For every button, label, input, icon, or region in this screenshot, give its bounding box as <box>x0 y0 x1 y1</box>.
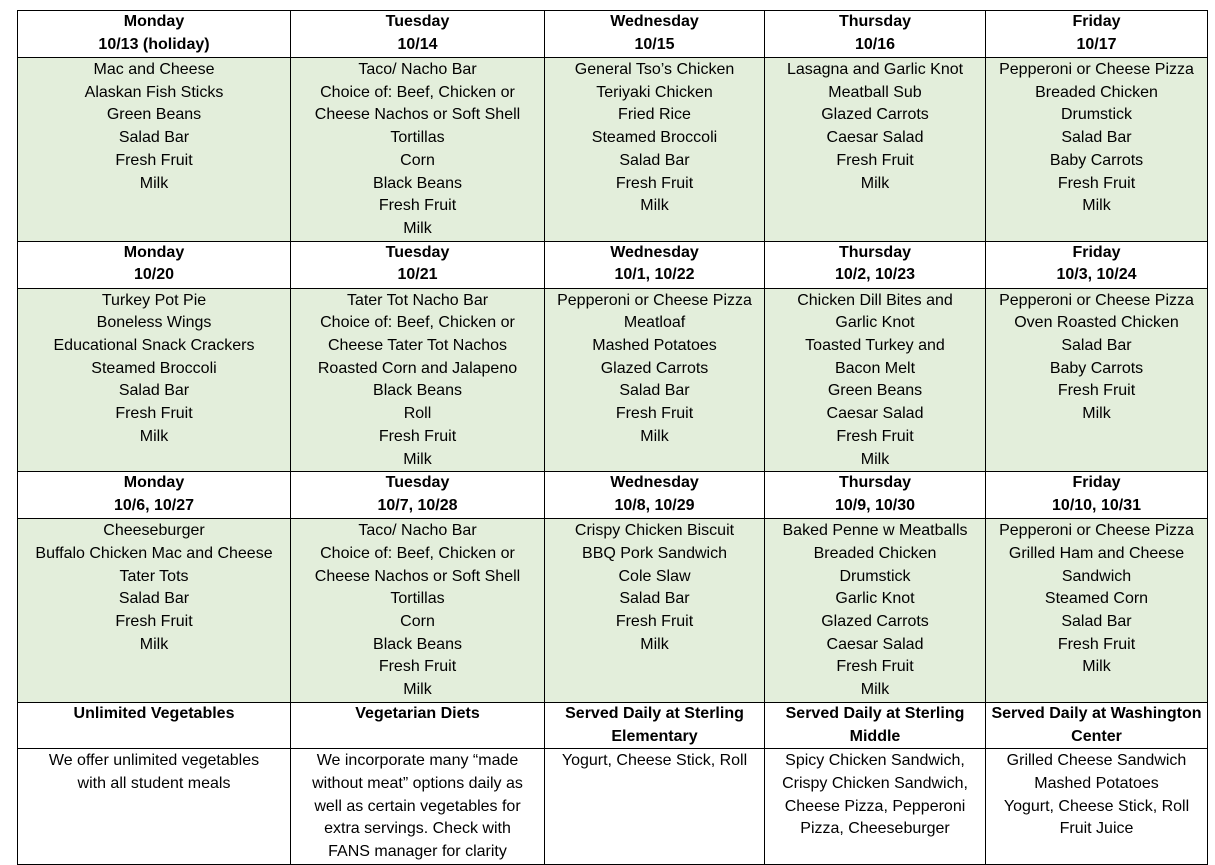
menu-cell-monday <box>18 58 291 242</box>
week-3-menu-row <box>18 519 1208 703</box>
menu-item: General Tso’s Chicken <box>574 61 735 78</box>
menu-item: Fresh Fruit <box>378 427 457 445</box>
menu-item: Milk <box>640 427 669 445</box>
info-header-row <box>18 702 1208 748</box>
menu-item: Black Beans <box>373 635 462 653</box>
menu-item: Pepperoni or Cheese Pizza <box>999 291 1194 309</box>
day-name: Thursday <box>838 13 911 30</box>
info-body-line: Crispy Chicken Sandwich, <box>782 774 968 792</box>
day-header-thursday <box>765 241 986 288</box>
day-name: Tuesday <box>385 13 450 30</box>
day-date: 10/16 <box>854 35 896 53</box>
menu-item: Salad Bar <box>118 590 190 608</box>
menu-item: Baked Penne w Meatballs <box>782 522 968 540</box>
menu-cell-friday <box>986 288 1208 472</box>
info-body-line: Yogurt, Cheese Stick, Roll <box>561 752 748 770</box>
info-body-row <box>18 749 1208 865</box>
menu-cell-tuesday <box>291 288 545 472</box>
info-body-line: without meat” options daily as <box>312 774 523 792</box>
menu-item: Salad Bar <box>619 590 690 608</box>
menu-cell-thursday <box>765 58 986 242</box>
day-date: 10/17 <box>1076 35 1117 53</box>
menu-item: Milk <box>860 174 890 192</box>
menu-item: Caesar Salad <box>826 129 924 147</box>
day-name: Monday <box>123 243 185 261</box>
day-header-monday <box>18 241 291 288</box>
menu-item: Baby Carrots <box>1049 151 1144 169</box>
day-header-monday <box>18 472 291 519</box>
day-date: 10/21 <box>397 266 438 284</box>
day-header-friday <box>986 11 1208 58</box>
menu-item: Fresh Fruit <box>615 613 694 631</box>
day-name: Wednesday <box>610 474 699 492</box>
menu-item: Breaded Chicken <box>813 544 937 562</box>
info-body-line: Yogurt, Cheese Stick, Roll <box>1003 797 1190 815</box>
menu-item: Taco/ Nacho Bar <box>358 522 477 540</box>
menu-item: Steamed Broccoli <box>591 129 718 147</box>
info-body-line: Spicy Chicken Sandwich, <box>785 752 965 770</box>
menu-item: Fresh Fruit <box>1057 382 1136 400</box>
info-body-line: with all student meals <box>77 774 231 792</box>
menu-item: Fresh Fruit <box>615 405 694 423</box>
menu-item: Corn <box>400 613 435 631</box>
day-header-tuesday <box>291 472 545 519</box>
menu-item: Corn <box>400 151 435 169</box>
menu-item: Choice of: Beef, Chicken or <box>320 83 515 101</box>
menu-item: Teriyaki Chicken <box>596 83 713 101</box>
menu-body <box>18 11 1208 865</box>
menu-cell-thursday <box>765 288 986 472</box>
day-name: Monday <box>123 13 185 30</box>
menu-item: Pepperoni or Cheese Pizza <box>557 291 752 309</box>
menu-item: Black Beans <box>373 382 462 400</box>
menu-item: Tater Tots <box>119 567 189 585</box>
menu-item: Glazed Carrots <box>821 613 929 631</box>
info-body-line: Grilled Cheese Sandwich <box>1006 752 1187 770</box>
menu-item: Sandwich <box>1061 567 1132 585</box>
menu-item: Meatloaf <box>623 314 686 332</box>
menu-cell-tuesday <box>291 519 545 703</box>
week-1-menu-row <box>18 58 1208 242</box>
day-name: Monday <box>123 474 185 492</box>
menu-item: Garlic Knot <box>835 314 915 332</box>
info-header-cell <box>18 702 291 748</box>
info-body-cell <box>18 749 291 865</box>
day-name: Wednesday <box>610 13 699 30</box>
menu-cell-monday <box>18 288 291 472</box>
day-header-thursday <box>765 11 986 58</box>
info-body-line: extra servings. Check with <box>324 820 511 838</box>
info-body-line: FANS manager for clarity <box>328 843 507 861</box>
menu-item: Tortillas <box>390 590 445 608</box>
menu-item: Mac and Cheese <box>93 61 215 78</box>
menu-item: Caesar Salad <box>826 635 924 653</box>
info-body-line: Mashed Potatoes <box>1034 774 1159 792</box>
menu-item: Cheese Nachos or Soft Shell <box>314 567 521 585</box>
menu-item: Chicken Dill Bites and <box>797 291 953 309</box>
info-header-text: Vegetarian Diets <box>355 704 480 722</box>
menu-cell-wednesday <box>545 288 765 472</box>
week-3-header-row <box>18 472 1208 519</box>
info-body-line: We incorporate many “made <box>316 752 519 770</box>
week-1-header-row <box>18 11 1208 58</box>
info-body-line: well as certain vegetables for <box>314 797 521 815</box>
menu-item: Glazed Carrots <box>600 359 709 377</box>
day-date: 10/9, 10/30 <box>834 496 916 514</box>
day-name: Thursday <box>838 243 911 261</box>
menu-item: Milk <box>139 174 169 192</box>
menu-item: Boneless Wings <box>96 314 212 332</box>
day-header-thursday <box>765 472 986 519</box>
day-date: 10/10, 10/31 <box>1052 496 1141 514</box>
day-name: Tuesday <box>385 474 450 492</box>
info-body-cell <box>765 749 986 865</box>
info-body-line: Fruit Juice <box>1059 820 1134 838</box>
menu-item: Tortillas <box>390 129 445 147</box>
day-date: 10/6, 10/27 <box>113 496 195 514</box>
menu-item: Meatball Sub <box>828 83 922 101</box>
menu-item: Fresh Fruit <box>1057 635 1136 653</box>
day-date: 10/2, 10/23 <box>834 266 916 284</box>
menu-item: Pepperoni or Cheese Pizza <box>999 522 1194 540</box>
menu-cell-wednesday <box>545 58 765 242</box>
day-name: Wednesday <box>610 243 699 261</box>
info-body-cell <box>986 749 1208 865</box>
menu-item: Salad Bar <box>1061 129 1132 147</box>
day-date: 10/7, 10/28 <box>377 496 458 514</box>
day-date: 10/20 <box>133 266 175 284</box>
day-header-friday <box>986 241 1208 288</box>
info-header-text: Served Daily at Sterling Middle <box>785 704 965 745</box>
menu-item: Turkey Pot Pie <box>101 291 207 309</box>
day-name: Friday <box>1072 13 1121 30</box>
info-header-text: Served Daily at Sterling Elementary <box>565 704 744 745</box>
menu-item: Drumstick <box>839 567 911 585</box>
menu-item: Steamed Broccoli <box>91 359 217 377</box>
menu-item: Milk <box>403 681 432 699</box>
day-name: Friday <box>1072 243 1121 261</box>
info-body-line: We offer unlimited vegetables <box>48 752 260 770</box>
menu-item: Black Beans <box>373 174 462 192</box>
menu-item: Alaskan Fish Sticks <box>84 83 224 101</box>
menu-item: Cole Slaw <box>618 567 691 585</box>
menu-cell-monday <box>18 519 291 703</box>
menu-item: Fresh Fruit <box>115 405 193 423</box>
day-header-friday <box>986 472 1208 519</box>
day-header-tuesday <box>291 11 545 58</box>
info-header-cell <box>986 702 1208 748</box>
day-date: 10/13 (holiday) <box>98 35 210 53</box>
menu-item: Green Beans <box>106 106 202 124</box>
menu-item: Milk <box>640 635 669 653</box>
menu-item: Fresh Fruit <box>378 197 457 215</box>
menu-item: Milk <box>139 635 169 653</box>
menu-item: Choice of: Beef, Chicken or <box>320 544 515 562</box>
info-header-text: Unlimited Vegetables <box>73 704 235 722</box>
menu-item: Taco/ Nacho Bar <box>358 61 477 78</box>
menu-item: Roll <box>403 405 432 423</box>
menu-item: Salad Bar <box>118 129 190 147</box>
menu-item: Green Beans <box>827 382 923 400</box>
menu-item: Fresh Fruit <box>836 658 914 676</box>
menu-cell-friday <box>986 58 1208 242</box>
menu-item: Toasted Turkey and <box>805 337 945 355</box>
info-body-cell <box>545 749 765 865</box>
menu-item: Fresh Fruit <box>378 658 457 676</box>
day-name: Thursday <box>838 474 911 492</box>
menu-cell-tuesday <box>291 58 545 242</box>
info-body-cell <box>291 749 545 865</box>
menu-item: Salad Bar <box>619 382 690 400</box>
menu-item: Oven Roasted Chicken <box>1014 314 1179 332</box>
menu-item: Milk <box>860 450 890 468</box>
day-date: 10/3, 10/24 <box>1056 266 1137 284</box>
menu-cell-wednesday <box>545 519 765 703</box>
day-header-tuesday <box>291 241 545 288</box>
day-name: Friday <box>1072 474 1121 492</box>
day-name: Tuesday <box>385 243 450 261</box>
menu-item: Choice of: Beef, Chicken or <box>320 314 515 332</box>
info-header-cell <box>545 702 765 748</box>
menu-item: Buffalo Chicken Mac and Cheese <box>35 544 273 562</box>
menu-item: Milk <box>139 427 169 445</box>
menu-item: Fresh Fruit <box>115 151 193 169</box>
menu-item: Roasted Corn and Jalapeno <box>317 359 518 377</box>
menu-item: Milk <box>1082 405 1111 423</box>
info-header-text: Served Daily at Washington Center <box>991 704 1202 745</box>
menu-item: Caesar Salad <box>826 405 924 423</box>
day-header-monday <box>18 11 291 58</box>
menu-item: Drumstick <box>1060 106 1133 124</box>
menu-item: Milk <box>860 681 890 699</box>
menu-item: Fresh Fruit <box>1057 174 1136 192</box>
menu-item: Mashed Potatoes <box>592 337 717 355</box>
menu-item: Glazed Carrots <box>821 106 929 124</box>
menu-item: Milk <box>1082 658 1111 676</box>
info-body-line: Cheese Pizza, Pepperoni <box>784 797 966 815</box>
menu-item: Educational Snack Crackers <box>53 337 255 355</box>
menu-item: Grilled Ham and Cheese <box>1008 544 1185 562</box>
info-body-line: Pizza, Cheeseburger <box>800 820 950 838</box>
menu-item: Salad Bar <box>1061 337 1132 355</box>
day-header-wednesday <box>545 241 765 288</box>
info-header-cell <box>765 702 986 748</box>
menu-item: Lasagna and Garlic Knot <box>786 61 964 78</box>
menu-item: Steamed Corn <box>1044 590 1149 608</box>
day-header-wednesday <box>545 11 765 58</box>
menu-item: Cheese Nachos or Soft Shell <box>314 106 521 124</box>
info-header-cell <box>291 702 545 748</box>
menu-item: BBQ Pork Sandwich <box>582 544 727 562</box>
menu-item: Fresh Fruit <box>615 174 694 192</box>
menu-item: Fresh Fruit <box>836 427 914 445</box>
menu-item: Cheese Tater Tot Nachos <box>327 337 508 355</box>
menu-item: Milk <box>1082 197 1111 215</box>
menu-item: Salad Bar <box>619 151 690 169</box>
day-date: 10/15 <box>634 35 675 53</box>
week-2-menu-row <box>18 288 1208 472</box>
menu-item: Milk <box>640 197 669 215</box>
menu-item: Salad Bar <box>118 382 190 400</box>
menu-item: Salad Bar <box>1061 613 1132 631</box>
lunch-menu-table <box>17 10 1208 865</box>
menu-item: Fried Rice <box>618 106 691 124</box>
menu-item: Bacon Melt <box>834 359 916 377</box>
menu-item: Pepperoni or Cheese Pizza <box>999 61 1194 78</box>
menu-item: Breaded Chicken <box>1035 83 1158 101</box>
menu-item: Baby Carrots <box>1049 359 1144 377</box>
menu-item: Tater Tot Nacho Bar <box>346 291 489 309</box>
menu-cell-thursday <box>765 519 986 703</box>
menu-item: Garlic Knot <box>835 590 915 608</box>
week-2-header-row <box>18 241 1208 288</box>
menu-item: Milk <box>403 219 432 237</box>
menu-cell-friday <box>986 519 1208 703</box>
menu-item: Crispy Chicken Biscuit <box>574 522 735 540</box>
day-date: 10/14 <box>397 35 438 53</box>
menu-item: Fresh Fruit <box>836 151 914 169</box>
day-header-wednesday <box>545 472 765 519</box>
menu-item: Cheeseburger <box>103 522 205 540</box>
menu-item: Milk <box>403 450 432 468</box>
day-date: 10/8, 10/29 <box>614 496 695 514</box>
day-date: 10/1, 10/22 <box>614 266 695 284</box>
menu-item: Fresh Fruit <box>115 613 193 631</box>
